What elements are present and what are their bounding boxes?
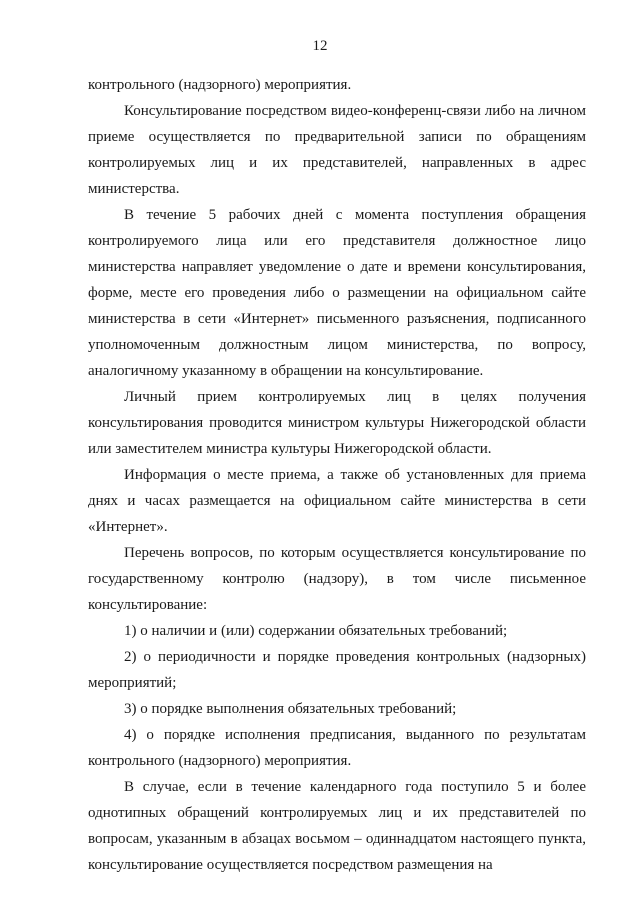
list-item-4: 4) о порядке исполнения предписания, выданного по результатам контрольного (надзорного) мероприятия. [88, 727, 586, 769]
list-item-3: 3) о порядке выполнения обязательных требований; [124, 701, 457, 717]
document-body [88, 72, 586, 878]
paragraph-question-list-intro: Перечень вопросов, по которым осуществляется консультирование по государственному контролю (надзору), в том числе письменное консультирование: [88, 545, 586, 613]
paragraph-reception-info: Информация о месте приема, а также об установленных для приема днях и часах размещается на официальном сайте министерства в сети «Интернет». [88, 467, 586, 535]
paragraph-consultation-format: Консультирование посредством видео-конференц-связи либо на личном приеме осуществляется по предварительной записи по обращениям контролируемых лиц и их представителей, направленных в адрес министерства. [88, 103, 586, 197]
paragraph-notification-deadline: В течение 5 рабочих дней с момента поступления обращения контролируемого лица или его представителя должностное лицо министерства направляет уведомление о дате и времени консультирования, форме, месте его проведения либо о размещении на официальном сайте министерства в сети «Интернет» письменного разъяснения, подписанного уполномоченным должностным лицом министерства, по вопросу, аналогичному указанному в обращении на консультирование. [88, 207, 586, 379]
list-item-2: 2) о периодичности и порядке проведения контрольных (надзорных) мероприятий; [88, 649, 586, 691]
list-item-1: 1) о наличии и (или) содержании обязательных требований; [124, 623, 508, 639]
paragraph-personal-reception: Личный прием контролируемых лиц в целях получения консультирования проводится министром культуры Нижегородской области или заместителем министра культуры Нижегородской области. [88, 389, 586, 457]
paragraph-repeated-requests: В случае, если в течение календарного года поступило 5 и более однотипных обращений контролируемых лиц и их представителей по вопросам, указанным в абзацах восьмом – одиннадцатом настоящего пункта, консультирование осуществляется посредством размещения на [88, 779, 586, 873]
page-number: 12 [312, 38, 328, 54]
paragraph-continuation: контрольного (надзорного) мероприятия. [88, 77, 352, 93]
